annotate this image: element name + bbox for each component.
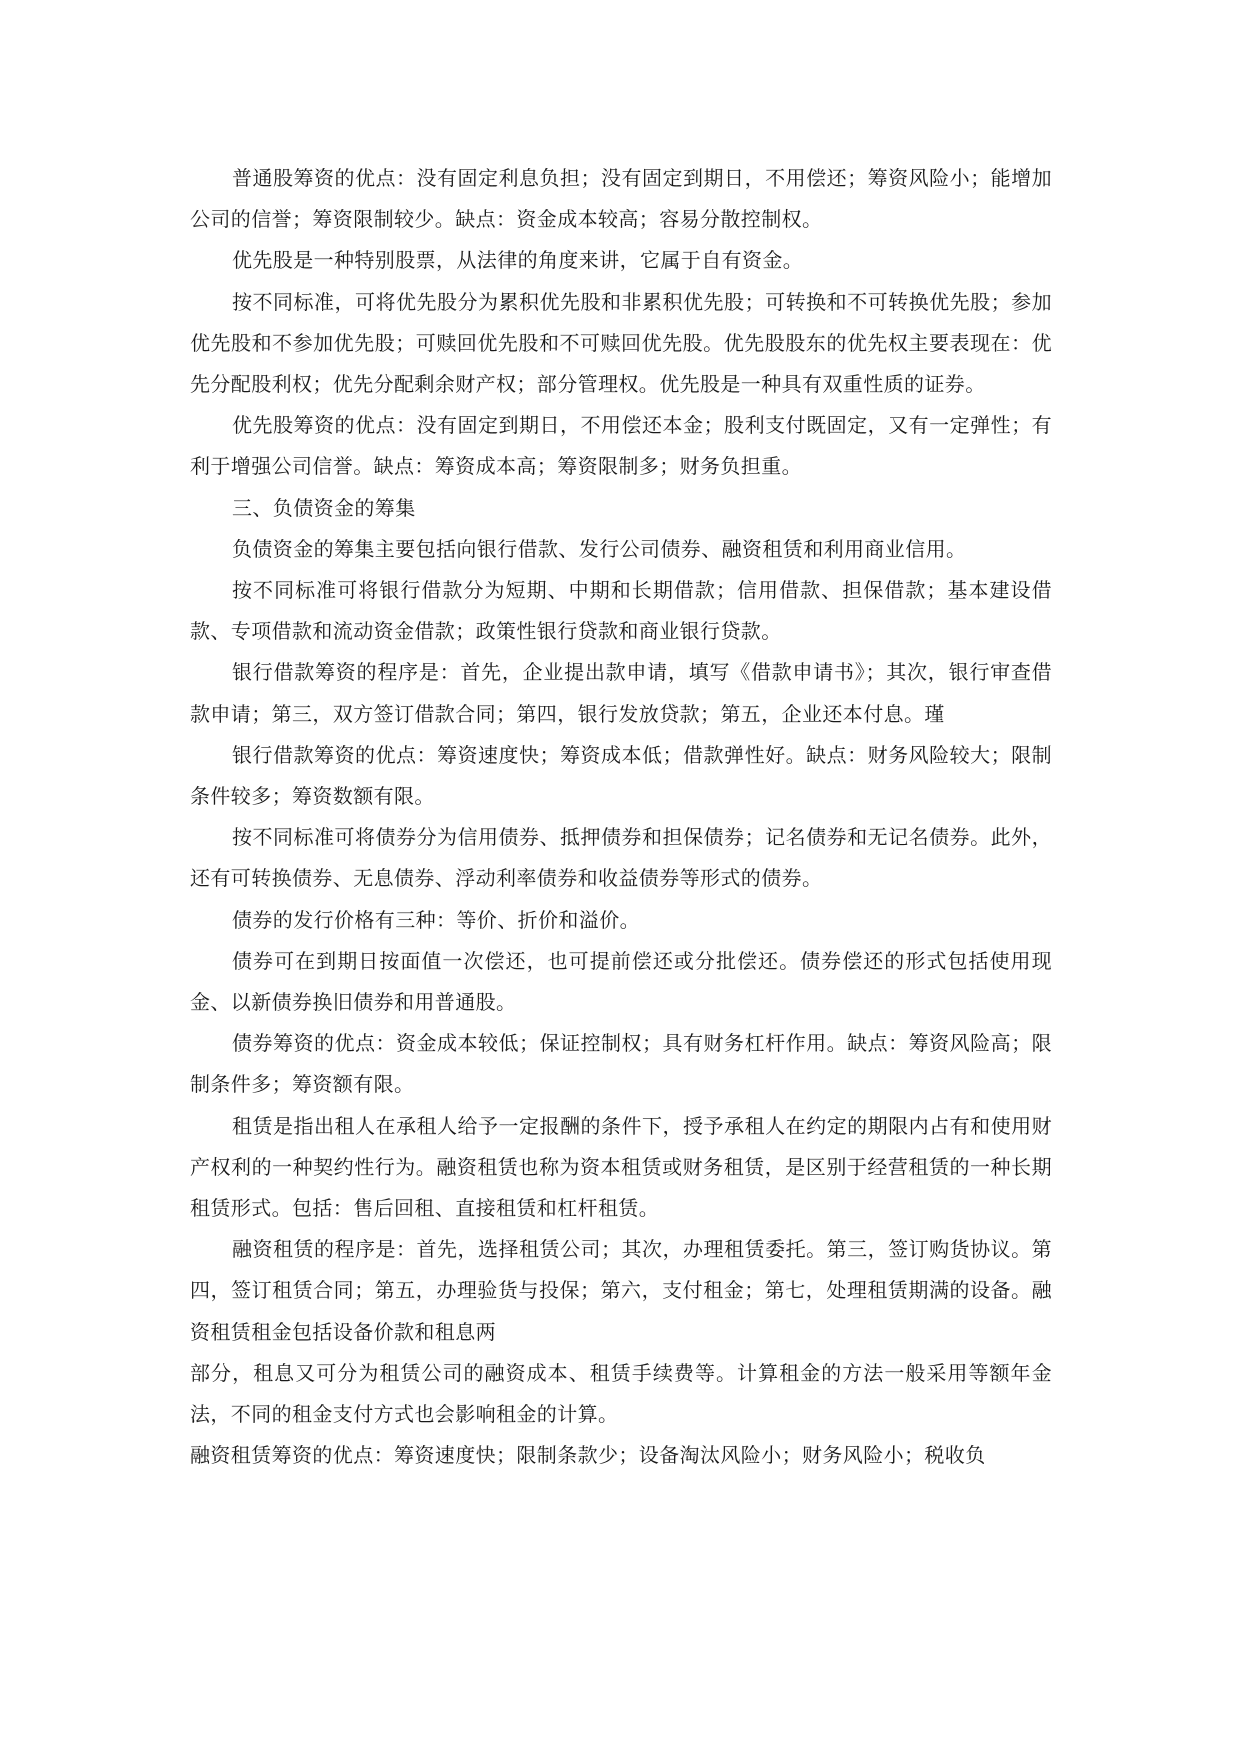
paragraph-bond-issue-price: 债券的发行价格有三种：等价、折价和溢价。 [232, 907, 640, 932]
paragraph-finance-lease-pros: 融资租赁筹资的优点：筹资速度快；限制条款少；设备淘汰风险小；财务风险小；税收负 [190, 1443, 986, 1468]
paragraph-finance-lease-procedure: 融资租赁的程序是：首先，选择租赁公司；其次，办理租赁委托。第三，签订购货协议。第四，签订租赁合同；第五，办理验货与投保；第六，支付租金；第七，处理租赁期满的设备。融资租赁租金包括设备价款和租息两 [190, 1237, 1052, 1344]
paragraph-debt-financing-overview: 负债资金的筹集主要包括向银行借款、发行公司债券、融资租赁和利用商业信用。 [232, 536, 967, 561]
paragraph-bank-loan-pros-cons: 银行借款筹资的优点：筹资速度快；筹资成本低；借款弹性好。缺点：财务风险较大；限制条件较多；筹资数额有限。 [190, 742, 1052, 809]
paragraph-bond-types: 按不同标准可将债券分为信用债券、抵押债券和担保债券；记名债券和无记名债券。此外，还有可转换债券、无息债券、浮动利率债券和收益债券等形式的债券。 [190, 825, 1052, 891]
paragraph-preferred-stock-definition: 优先股是一种特别股票，从法律的角度来讲，它属于自有资金。 [232, 248, 804, 273]
paragraph-lease-rent-calculation: 部分，租息又可分为租赁公司的融资成本、租赁手续费等。计算租金的方法一般采用等额年金法，不同的租金支付方式也会影响租金的计算。 [190, 1360, 1052, 1427]
paragraph-lease-definition: 租赁是指出租人在承租人给予一定报酬的条件下，授予承租人在约定的期限内占有和使用财产权利的一种契约性行为。融资租赁也称为资本租赁或财务租赁，是区别于经营租赁的一种长期租赁形式。包括：售后回租、直接租赁和杠杆租赁。 [190, 1113, 1052, 1221]
paragraph-bank-loan-types: 按不同标准可将银行借款分为短期、中期和长期借款；信用借款、担保借款；基本建设借款、专项借款和流动资金借款；政策性银行贷款和商业银行贷款。 [190, 578, 1052, 644]
paragraph-common-stock-pros-cons: 普通股筹资的优点：没有固定利息负担；没有固定到期日，不用偿还；筹资风险小；能增加公司的信誉；筹资限制较少。缺点：资金成本较高；容易分散控制权。 [190, 166, 1052, 232]
section-heading-debt-financing: 三、负债资金的筹集 [232, 495, 416, 520]
paragraph-bond-repayment: 债券可在到期日按面值一次偿还，也可提前偿还或分批偿还。债券偿还的形式包括使用现金、以新债券换旧债券和用普通股。 [190, 948, 1052, 1015]
paragraph-preferred-stock-pros-cons: 优先股筹资的优点：没有固定到期日，不用偿还本金；股利支付既固定，又有一定弹性；有利于增强公司信誉。缺点：筹资成本高；筹资限制多；财务负担重。 [190, 413, 1052, 479]
paragraph-preferred-stock-types: 按不同标准，可将优先股分为累积优先股和非累积优先股；可转换和不可转换优先股；参加优先股和不参加优先股；可赎回优先股和不可赎回优先股。优先股股东的优先权主要表现在：优先分配股利权；优先分配剩余财产权；部分管理权。优先股是一种具有双重性质的证券。 [190, 289, 1052, 397]
paragraph-bank-loan-procedure: 银行借款筹资的程序是：首先，企业提出款申请，填写《借款申请书》；其次，银行审查借款申请；第三，双方签订借款合同；第四，银行发放贷款；第五，企业还本付息。瑾 [190, 660, 1052, 726]
document-page [190, 158, 1052, 1477]
paragraph-bond-pros-cons: 债券筹资的优点：资金成本较低；保证控制权；具有财务杠杆作用。缺点：筹资风险高；限制条件多；筹资额有限。 [190, 1031, 1052, 1097]
